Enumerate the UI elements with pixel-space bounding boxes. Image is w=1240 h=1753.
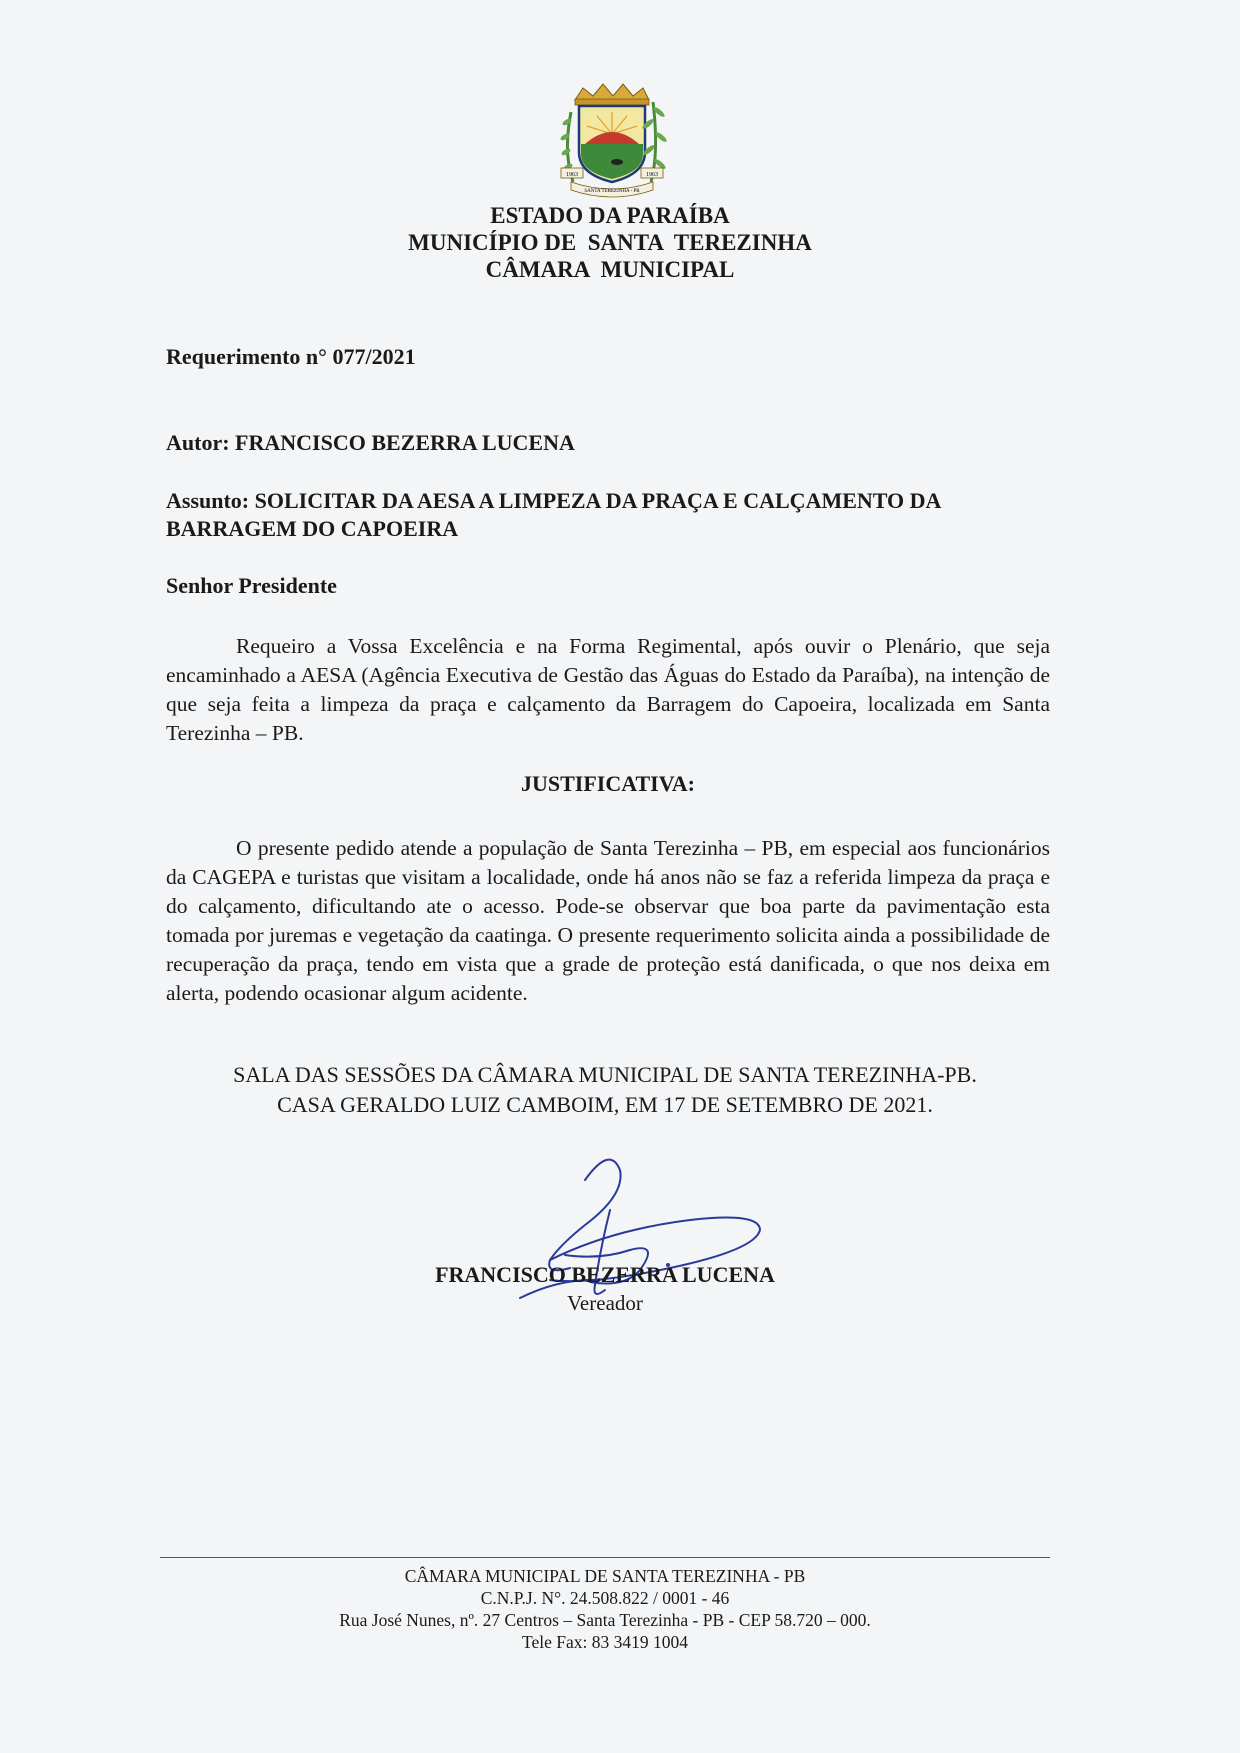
signatory-role: Vereador: [567, 1291, 643, 1315]
closing-line-session-room: SALA DAS SESSÕES DA CÂMARA MUNICIPAL DE SANTA TEREZINHA-PB.: [233, 1062, 977, 1087]
header-state: ESTADO DA PARAÍBA: [490, 203, 730, 228]
header-municipality: MUNICÍPIO DE SANTA TEREZINHA: [408, 230, 812, 255]
header-chamber: CÂMARA MUNICIPAL: [485, 257, 735, 282]
footer-divider: [160, 1557, 1050, 1558]
justification-paragraph: O presente pedido atende a população de Santa Terezinha – PB, em especial aos funcionários da CAGEPA e turistas que visitam a localidade, onde há anos não se faz a referida limpeza da praça e do calçamento, dificultando ate o acesso. Pode-se observar que boa parte da pavimentação esta tomada por juremas e vegetação da caatinga. O presente requerimento solicita ainda a possibilidade de recuperação da praça, tendo em vista que a grade de proteção está danificada, o que nos deixa em alerta, podendo ocasionar algum acidente.: [166, 836, 1050, 1005]
document-header: [300, 202, 920, 283]
crest-banner-text: SANTA TEREZINHA - PB: [584, 189, 640, 194]
footer-cnpj: C.N.P.J. N°. 24.508.822 / 0001 - 46: [480, 1588, 730, 1608]
crest-left-year: 1963: [566, 172, 578, 178]
request-body-paragraph: Requeiro a Vossa Excelência e na Forma Regimental, após ouvir o Plenário, que seja encaminhado a AESA (Agência Executiva de Gestão das Águas do Estado da Paraíba), na intenção de que seja feita a limpeza da praça e calçamento da Barragem do Capoeira, localizada em Santa Terezinha – PB.: [166, 634, 1050, 745]
crest-right-year: 1963: [646, 172, 658, 178]
request-author: Autor: FRANCISCO BEZERRA LUCENA: [166, 430, 575, 455]
closing-block: [150, 1060, 1060, 1120]
footer-phone: Tele Fax: 83 3419 1004: [522, 1632, 688, 1652]
justification-title: JUSTIFICATIVA:: [520, 771, 695, 796]
request-subject: Assunto: SOLICITAR DA AESA A LIMPEZA DA PRAÇA E CALÇAMENTO DA BARRAGEM DO CAPOEIRA: [166, 488, 941, 541]
salutation: Senhor Presidente: [166, 573, 337, 598]
footer-chamber-name: CÂMARA MUNICIPAL DE SANTA TEREZINHA - PB: [404, 1566, 806, 1586]
closing-line-date: CASA GERALDO LUIZ CAMBOIM, EM 17 DE SETEMBRO DE 2021.: [277, 1092, 933, 1117]
footer-address: Rua José Nunes, nº. 27 Centros – Santa Terezinha - PB - CEP 58.720 – 000.: [339, 1610, 871, 1630]
signatory-name: FRANCISCO BEZERRA LUCENA: [435, 1262, 775, 1287]
document-footer: [160, 1565, 1050, 1653]
request-number: Requerimento n° 077/2021: [166, 344, 416, 369]
municipal-crest-logo: [535, 82, 685, 202]
